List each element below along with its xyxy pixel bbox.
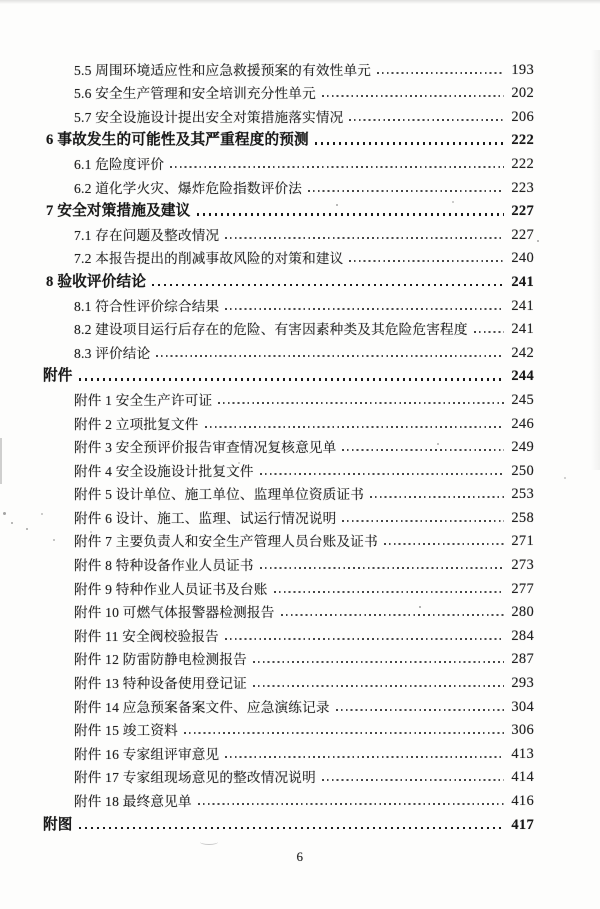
toc-entry-page: 277 (511, 580, 534, 597)
toc-entry (43, 364, 534, 388)
dot-leader (322, 95, 504, 97)
toc-entry-label: 7.2 本报告提出的削减事故风险的对策和建议 (74, 251, 344, 267)
dot-leader (281, 614, 505, 616)
toc-entry-page: 241 (511, 297, 534, 314)
toc-entry-label: 附图 (43, 816, 73, 833)
toc-entry-label: 附件 11 安全阀校验报告 (74, 628, 219, 644)
scan-edge-shadow-top (0, 0, 600, 4)
toc-entry-label: 5.5 周围环境适应性和应急救援预案的有效性单元 (74, 62, 372, 78)
page-number: 6 (296, 849, 304, 864)
dot-leader (377, 72, 504, 74)
toc-entry-page: 245 (511, 391, 534, 408)
toc-entry (74, 104, 534, 128)
scan-speck (26, 528, 28, 530)
dot-leader (205, 426, 505, 428)
toc-entry (74, 623, 534, 647)
dot-leader (274, 591, 505, 593)
toc-entry (74, 718, 534, 742)
toc-entry-label: 附件 14 应急预案备案文件、应急演练记录 (74, 699, 330, 715)
dot-leader (315, 142, 505, 144)
dot-leader (197, 213, 505, 215)
toc-entry-label: 附件 17 专家组现场意见的整改情况说明 (74, 770, 316, 786)
toc-entry-label: 8 验收评价结论 (46, 273, 147, 290)
toc-entry-page: 227 (511, 203, 534, 220)
toc-entry-page: 223 (511, 179, 534, 196)
toc-entry-page: 306 (511, 722, 534, 739)
toc-entry (43, 812, 534, 836)
toc-entry-page: 250 (511, 462, 534, 479)
toc-entry (74, 458, 534, 482)
dot-leader (218, 402, 504, 404)
toc-entry-page: 206 (511, 108, 534, 125)
toc-entry (74, 57, 534, 81)
scan-pen-artifact (200, 839, 218, 845)
toc-entry-label: 5.7 安全设施设计提出安全对策措施落实情况 (74, 109, 344, 125)
toc-entry-page: 280 (511, 604, 534, 621)
toc-entry-page: 293 (511, 675, 534, 692)
scan-speck (452, 201, 454, 203)
toc-entry-page: 249 (511, 439, 534, 456)
scan-speck (238, 462, 240, 464)
scan-speck (165, 543, 167, 545)
toc-entry-page: 241 (511, 321, 534, 338)
toc-entry (74, 670, 534, 694)
dot-leader (370, 496, 504, 498)
toc-entry (74, 694, 534, 718)
dot-leader (253, 685, 504, 687)
dot-leader (322, 779, 504, 781)
toc-entry (74, 600, 534, 624)
dot-leader (308, 190, 504, 192)
toc-entry (74, 741, 534, 765)
toc-entry (74, 482, 534, 506)
dot-leader (342, 449, 504, 451)
dot-leader (225, 237, 504, 239)
toc-entry-label: 附件 6 设计、施工、监理、试运行情况说明 (74, 510, 337, 526)
toc-entry (74, 788, 534, 812)
toc-entry-label: 附件 8 特种设备作业人员证书 (74, 558, 254, 574)
toc-entry-page: 287 (511, 651, 534, 668)
page-footer (0, 848, 600, 866)
scan-speck (53, 539, 55, 541)
dot-leader (79, 827, 505, 829)
toc-entry-label: 附件 3 安全预评价报告审查情况复核意见单 (74, 440, 337, 456)
toc-entry-label: 附件 16 专家组评审意见 (74, 746, 220, 762)
toc-entry (74, 246, 534, 270)
scan-speck (419, 606, 421, 608)
toc-entry-page: 271 (511, 533, 534, 550)
scan-speck (90, 531, 92, 533)
toc-entry-page: 417 (511, 816, 534, 833)
toc-entry-page: 258 (511, 509, 534, 526)
dot-leader (260, 567, 505, 569)
toc-entry (74, 175, 534, 199)
toc-entry (74, 647, 534, 671)
toc-entry-page: 244 (511, 368, 534, 385)
toc-entry-page: 273 (511, 557, 534, 574)
toc-entry-page: 416 (511, 793, 534, 809)
toc-entry-label: 8.1 符合性评价综合结果 (74, 298, 220, 314)
dot-leader (225, 308, 504, 310)
toc-entry (74, 765, 534, 789)
dot-leader (384, 543, 504, 545)
toc-entry-label: 8.3 评价结论 (74, 345, 151, 361)
toc-entry (74, 505, 534, 529)
dot-leader (349, 260, 504, 262)
dot-leader (225, 638, 505, 640)
toc-entry-label: 附件 9 特种作业人员证书及台账 (74, 581, 268, 597)
toc-entry-page: 240 (511, 250, 534, 267)
toc-entry (74, 317, 534, 341)
toc-list (0, 57, 600, 836)
toc-entry (46, 199, 534, 223)
toc-entry-page: 246 (511, 415, 534, 432)
dot-leader (260, 473, 505, 475)
toc-entry-page: 284 (511, 627, 534, 644)
dot-leader (152, 284, 504, 286)
toc-entry-page: 414 (511, 769, 534, 786)
dot-leader (336, 709, 505, 711)
scan-speck (3, 512, 6, 515)
dot-leader (342, 520, 504, 522)
toc-entry-label: 附件 1 安全生产许可证 (74, 392, 213, 408)
toc-entry (74, 387, 534, 411)
toc-entry-label: 6 事故发生的可能性及其严重程度的预测 (46, 132, 309, 149)
toc-entry-page: 202 (511, 85, 534, 102)
scan-speck (336, 204, 338, 206)
dot-leader (198, 803, 505, 805)
toc-entry-label: 附件 5 设计单位、施工单位、监理单位资质证书 (74, 487, 365, 503)
toc-entry-label: 6.1 危险度评价 (74, 156, 165, 172)
dot-leader (253, 661, 504, 663)
toc-entry-label: 8.2 建设项目运行后存在的危险、有害因素种类及其危险危害程度 (74, 322, 468, 338)
toc-entry-page: 222 (511, 132, 534, 149)
toc-entry-page: 253 (511, 486, 534, 503)
toc-entry (74, 340, 534, 364)
toc-entry-page: 304 (511, 698, 534, 715)
toc-entry-label: 附件 15 竣工资料 (74, 723, 178, 739)
toc-entry-label: 附件 4 安全设施设计批复文件 (74, 463, 254, 479)
toc-entry-label: 6.2 道化学火灾、爆炸危险指数评价法 (74, 180, 303, 196)
toc-entry (74, 576, 534, 600)
toc-entry (74, 81, 534, 105)
scan-speck (537, 240, 539, 242)
dot-leader (156, 355, 504, 357)
toc-entry (74, 151, 534, 175)
toc-entry (74, 529, 534, 553)
toc-entry-page: 241 (511, 273, 534, 290)
toc-entry-label: 附件 12 防雷防静电检测报告 (74, 652, 247, 668)
scan-speck (437, 443, 439, 445)
toc-entry (46, 269, 534, 293)
toc-entry (74, 222, 534, 246)
toc-entry-label: 5.6 安全生产管理和安全培训充分性单元 (74, 86, 316, 102)
dot-leader (79, 378, 505, 380)
toc-entry-label: 附件 2 立项批复文件 (74, 416, 199, 432)
toc-entry-label: 附件 18 最终意见单 (74, 794, 192, 809)
toc-entry-label: 附件 (43, 368, 73, 385)
toc-entry (74, 435, 534, 459)
toc-entry-label: 附件 7 主要负责人和安全生产管理人员台账及证书 (74, 534, 378, 550)
dot-leader (184, 732, 504, 734)
dot-leader (170, 166, 504, 168)
toc-entry-label: 附件 10 可燃气体报警器检测报告 (74, 605, 275, 621)
scan-speck (564, 477, 566, 479)
dot-leader (349, 119, 504, 121)
dot-leader (474, 331, 505, 333)
dot-leader (225, 756, 504, 758)
toc-entry-label: 7.1 存在问题及整改情况 (74, 227, 220, 243)
toc-entry (74, 552, 534, 576)
toc-entry-label: 附件 13 特种设备使用登记证 (74, 676, 247, 692)
toc-entry (46, 128, 534, 152)
toc-entry (74, 293, 534, 317)
toc-entry-page: 193 (511, 61, 534, 78)
scan-speck (11, 522, 13, 524)
scan-speck (41, 513, 43, 515)
toc-entry-page: 227 (511, 226, 534, 243)
toc-entry-page: 242 (511, 344, 534, 361)
toc-entry-label: 7 安全对策措施及建议 (46, 203, 191, 220)
toc-entry-page: 222 (511, 155, 534, 172)
toc-entry-page: 413 (511, 745, 534, 762)
toc-entry (74, 411, 534, 435)
